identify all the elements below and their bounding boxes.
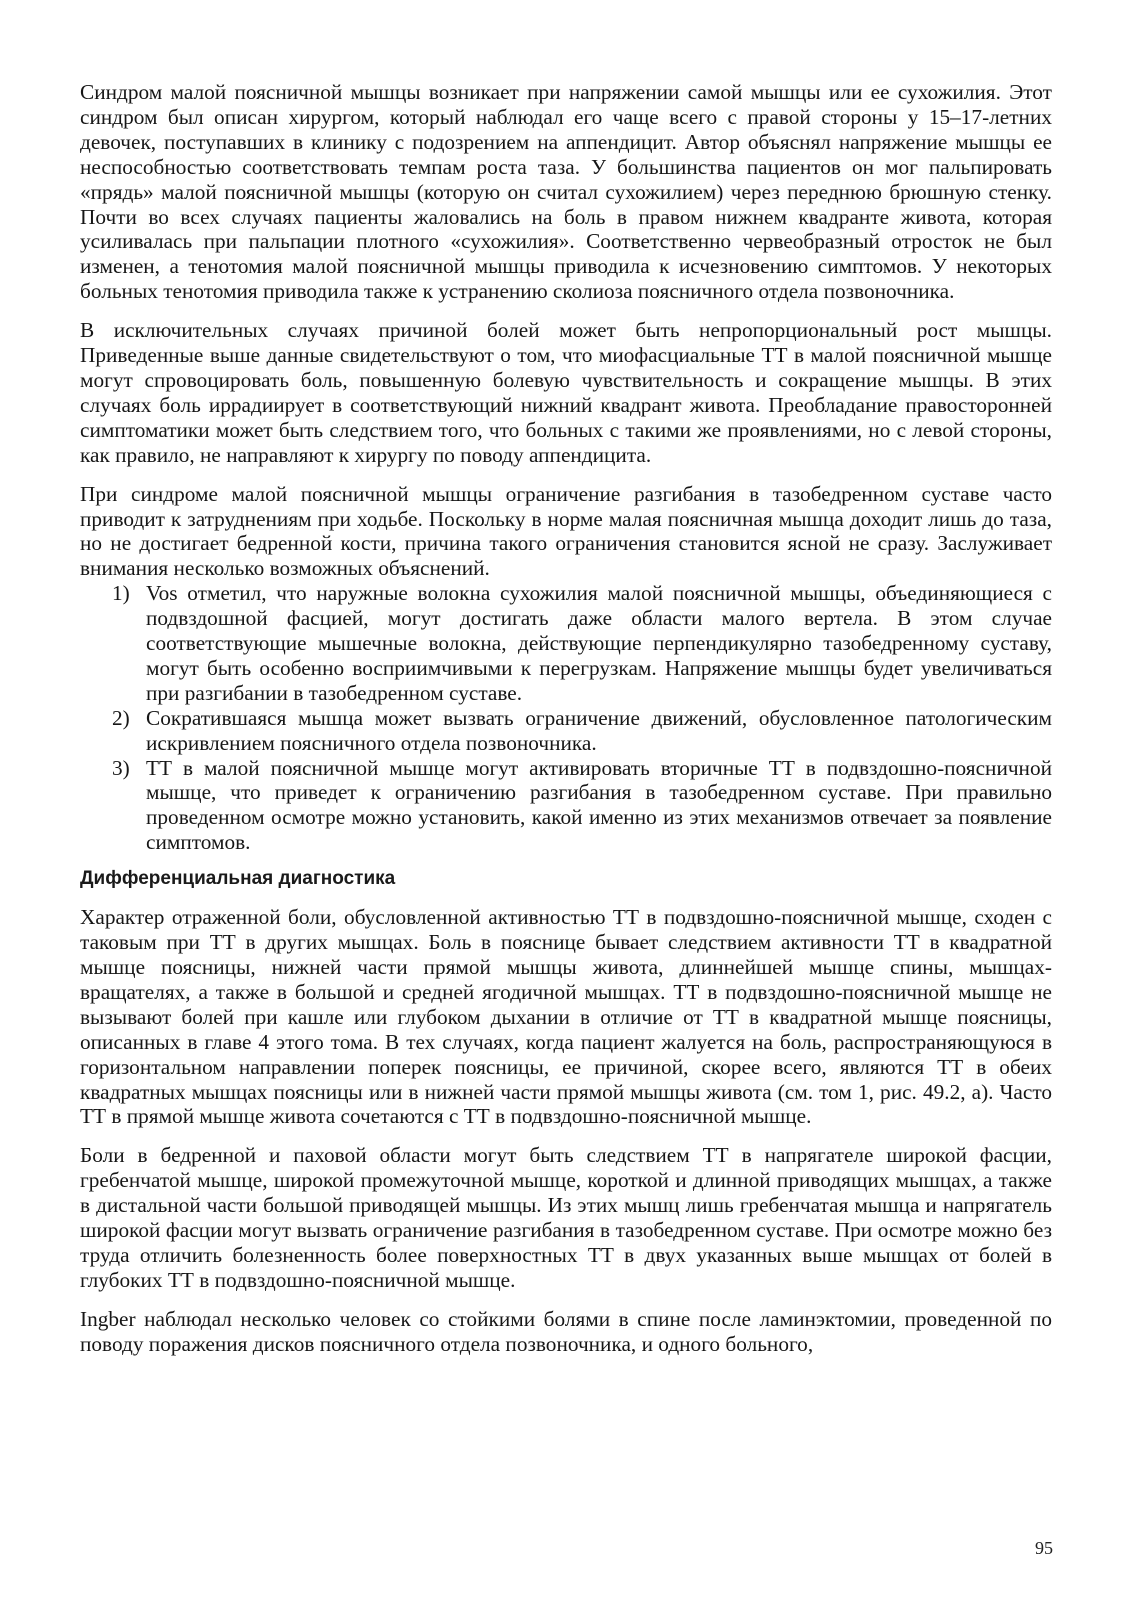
list-item-number: 2) xyxy=(112,705,130,730)
paragraph: Ingber наблюдал несколько человек со стойкими болями в спине после ламинэктомии, проведенной по поводу поражения дисков поясничного отдела позвоночника, и одного больного, xyxy=(80,1306,1052,1356)
numbered-list xyxy=(80,581,1052,855)
paragraph: В исключительных случаях причиной болей может быть непропорциональный рост мышцы. Приведенные выше данные свидетельствуют о том, что миофасциальные ТТ в малой поясничной мышце могут спровоцировать боль, повышенную болевую чувствительность и сокращение мышцы. В этих случаях боль иррадиирует в соответствующий нижний квадрант живота. Преобладание правосторонней симптоматики может быть следствием того, что больных с такими же проявлениями, но с левой стороны, как правило, не направляют к хирургу по поводу аппендицита. xyxy=(80,318,1052,467)
list-item-number: 1) xyxy=(112,581,130,606)
page-number: 95 xyxy=(1035,1538,1053,1558)
list-item-text: ТТ в малой поясничной мышце могут активировать вторичные ТТ в подвздошно-поясничной мышце, что приведет к ограничению разгибания в тазобедренном суставе. При правильно проведенном осмотре можно установить, какой именно из этих механизмов отвечает за появление симптомов. xyxy=(146,755,1052,855)
paragraph: Характер отраженной боли, обусловленной активностью ТТ в подвздошно-поясничной мышце, сходен с таковым при ТТ в других мышцах. Боль в пояснице бывает следствием активности ТТ в квадратной мышце поясницы, нижней части прямой мышцы живота, длиннейшей мышце спины, мышцах-вращателях, а также в большой и средней ягодичной мышцах. ТТ в подвздошно-поясничной мышце не вызывают болей при кашле или глубоком дыхании в отличие от ТТ в квадратной мышце поясницы, описанных в главе 4 этого тома. В тех случаях, когда пациент жалуется на боль, распространяющуюся в горизонтальном направлении поперек поясницы, ее причиной, скорее всего, являются ТТ в обеих квадратных мышцах поясницы или в нижней части прямой мышцы живота (см. том 1, рис. 49.2, а). Часто ТТ в прямой мышце живота сочетаются с ТТ в подвздошно-поясничной мышце. xyxy=(80,905,1052,1129)
list-item-text: Сократившаяся мышца может вызвать ограничение движений, обусловленное патологическим искривлением поясничного отдела позвоночника. xyxy=(146,705,1052,755)
list-item-number: 3) xyxy=(112,755,130,780)
page-body xyxy=(80,80,1052,1371)
list-item xyxy=(80,706,1052,756)
paragraph: При синдроме малой поясничной мышцы ограничение разгибания в тазобедренном суставе часто приводит к затруднениям при ходьбе. Поскольку в норме малая поясничная мышца доходит лишь до таза, но не достигает бедренной кости, причина такого ограничения становится ясной не сразу. Заслуживает внимания несколько возможных объяснений. xyxy=(80,481,1052,581)
section-heading: Дифференциальная диагностика xyxy=(80,868,396,890)
paragraph: Боли в бедренной и паховой области могут быть следствием ТТ в напрягателе широкой фасции, гребенчатой мышце, широкой промежуточной мышце, короткой и длинной приводящих мышцах, а также в дистальной части большой приводящей мышцы. Из этих мышц лишь гребенчатая мышца и напрягатель широкой фасции могут вызвать ограничение разгибания в тазобедренном суставе. При осмотре можно без труда отличить болезненность более поверхностных ТТ в двух указанных выше мышцах от болей в глубоких ТТ в подвздошно-поясничной мышце. xyxy=(80,1143,1052,1292)
list-item xyxy=(80,581,1052,706)
list-item-text: Vos отметил, что наружные волокна сухожилия малой поясничной мышцы, объединяющиеся с подвздошной фасцией, могут достигать даже области малого вертела. В этом случае соответствующие мышечные волокна, действующие перпендикулярно тазобедренному суставу, могут быть особенно восприимчивыми к перегрузкам. Напряжение мышцы будет увеличиваться при разгибании в тазобедренном суставе. xyxy=(146,581,1052,705)
list-item xyxy=(80,756,1052,856)
paragraph: Синдром малой поясничной мышцы возникает при напряжении самой мышцы или ее сухожилия. Этот синдром был описан хирургом, который наблюдал его чаще всего с правой стороны у 15–17-летних девочек, поступавших в клинику с подозрением на аппендицит. Автор объяснял напряжение мышцы ее неспособностью соответствовать темпам роста таза. У большинства пациентов он мог пальпировать «прядь» малой поясничной мышцы (которую он считал сухожилием) через переднюю брюшную стенку. Почти во всех случаях пациенты жаловались на боль в правом нижнем квадранте живота, которая усиливалась при пальпации плотного «сухожилия». Соответственно червеобразный отросток не был изменен, а тенотомия малой поясничной мышцы приводила к исчезновению симптомов. У некоторых больных тенотомия приводила также к устранению сколиоза поясничного отдела позвоночника. xyxy=(80,80,1052,304)
